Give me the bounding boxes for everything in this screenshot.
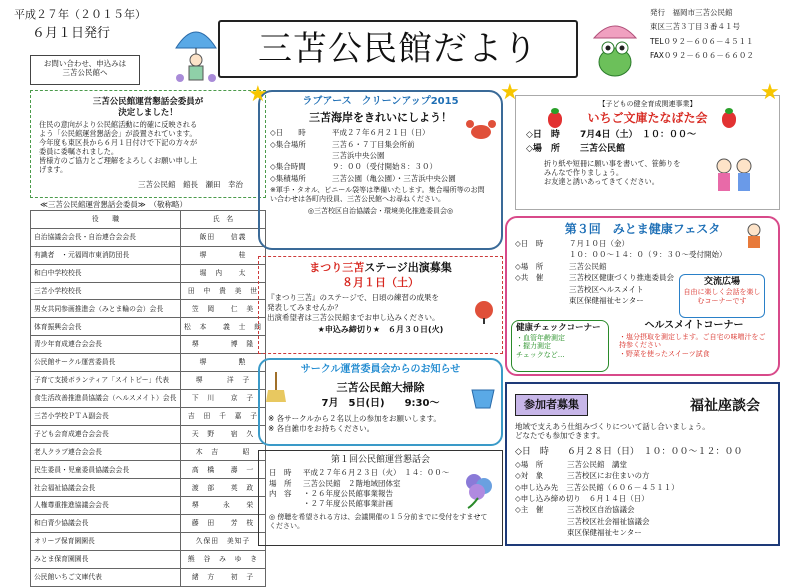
publisher-fax: FAX０９２－６０６－６６０２ <box>650 50 754 60</box>
bucket-icon <box>468 382 498 408</box>
committee-heading: 三苫公民館運営懇話会委員が <box>92 97 204 107</box>
member-role: みとま保育園園長 <box>31 550 181 568</box>
recruit-tag: 参加者募集 <box>515 394 588 416</box>
check-item: チェックなど… <box>516 351 565 360</box>
meeting-title: 第１回公民館運営懇話会 <box>330 455 430 465</box>
committee-body: 住民の意向がより公民館活動に的確に反映される <box>39 120 198 130</box>
member-name: 高 橋 壽 一 <box>181 461 266 479</box>
contact-note-line: お問い合わせ、申込みは <box>43 59 127 68</box>
member-name: 天 野 宿 久 <box>181 425 266 443</box>
contact-note <box>30 55 140 85</box>
member-role: 公民館サークル運営委員長 <box>31 354 181 372</box>
circle-date: 7月 5日(日) 9:30～ <box>321 398 440 410</box>
col-name-header: 氏 名 <box>181 211 266 229</box>
table-row <box>31 264 266 282</box>
member-role: 食生活改善推進員協議会（ヘルスメイト）会長 <box>31 389 181 407</box>
jumping-kid-icon <box>736 222 772 252</box>
matsuri-stage-section <box>258 256 503 354</box>
fan-icon <box>470 300 498 324</box>
broom-icon <box>264 372 288 402</box>
member-role: 有識者 ・元福岡市東消防団長 <box>31 246 181 264</box>
member-role: 民生委員・児童委員協議会会長 <box>31 461 181 479</box>
member-name: 久保田 美知子 <box>181 533 266 551</box>
meeting-content-2: ・２７年度公民館事業計画 <box>303 499 393 509</box>
health-title: 第３回 みとま健康フェスタ <box>564 222 721 236</box>
table-row <box>31 443 266 461</box>
health-date: ◇日 時 ７月１０日（金） <box>515 239 629 248</box>
table-row <box>31 246 266 264</box>
table-row <box>31 318 266 336</box>
earth-subtitle: 三苫海岸をきれいにしよう！ <box>309 110 452 124</box>
member-role: 子ども会育成連合会会長 <box>31 425 181 443</box>
welfare-host-2: 三苫校区社会福祉協議会 <box>567 516 650 526</box>
earth-date: ◇日 時 平成２７年６月２１日（日） <box>270 128 430 138</box>
committee-body: 委員に委嘱されました。 <box>39 147 119 157</box>
table-row <box>31 407 266 425</box>
welfare-date: ◇日 時 ６月２８日（日） １０：００～１２：００ <box>515 446 743 457</box>
publisher-tel: TEL０９２－６０６－４５１１ <box>650 36 754 46</box>
table-row <box>31 533 266 551</box>
crab-icon <box>466 118 496 142</box>
member-role: 公民館いちご文庫代表 <box>31 568 181 586</box>
health-host-3: 東区保健福祉センター <box>569 295 644 305</box>
check-title: 健康チェックコーナー <box>516 323 601 333</box>
committee-body: げます。 <box>39 165 68 175</box>
publisher-label: 発行 福岡市三苫公民館 <box>650 8 733 17</box>
member-name: 吉 田 千 嘉 子 <box>181 407 266 425</box>
earth-title: ラブアース クリーンアップ2015 <box>302 96 459 107</box>
member-name: 松 本 義 士 朗 <box>181 318 266 336</box>
member-role: 社会福祉協議会会長 <box>31 479 181 497</box>
welfare-host-3: 東区保健福祉センター <box>567 528 642 537</box>
welfare-apply: ◇申し込み先 三苫公民館（６０６－４５１１） <box>515 482 679 492</box>
circle-subtitle: 三苫公民館大掃除 <box>336 380 425 394</box>
welfare-place: ◇場 所 三苫公民館 講堂 <box>515 459 627 469</box>
member-name: 下 川 京 子 <box>181 389 266 407</box>
table-row <box>31 354 266 372</box>
contact-note-line: 三苫公民館へ <box>62 68 108 78</box>
member-name: 田 中 貴 美 世 <box>181 282 266 300</box>
berry-body: お友達と誘いあってきてください。 <box>544 177 659 187</box>
publisher-info <box>650 6 754 63</box>
frog-icon <box>590 18 640 84</box>
earth-footer: ◎三苫校区自治協議会・環境美化推進委員会◎ <box>307 206 454 215</box>
matsuri-body: 発表してみませんか？ <box>267 302 342 312</box>
berry-date: ◇日 時 7月4日（土） １０：００～ <box>526 129 697 140</box>
berry-title: いちご文庫たなばた会 <box>587 110 708 125</box>
check-item: ・血管年齢測定 <box>516 333 565 342</box>
committee-body: 皆様方のご協力とご理解をよろしくお願い申し上 <box>39 156 198 166</box>
health-place: ◇場 所 三苫公民館 <box>515 261 607 271</box>
strawberry-icon <box>722 112 736 128</box>
earth-dump: ◇集積場所 三苫公園（亀公園）・三苫浜中央公園 <box>270 173 456 183</box>
tanabata-icon <box>712 152 756 196</box>
welfare-deadline: ◇申し込み締め切り ６月１４日（日） <box>515 493 649 503</box>
newsletter-title: 三苫公民館だより <box>258 28 538 69</box>
health-host: ◇共 催 三苫校区健康づくり推進委員会 <box>515 273 674 283</box>
welfare-host: ◇主 催 三苫校区自治協議会 <box>515 505 635 515</box>
mate-item: ・野菜を使ったスイーツ試食 <box>619 350 710 358</box>
meeting-content: 内 容 ・２６年度公民館事業報告 <box>269 489 393 498</box>
members-table <box>30 210 266 587</box>
table-row <box>31 515 266 533</box>
berry-place: ◇場 所 三苫公民館 <box>526 144 626 154</box>
strawberry-icon <box>548 112 562 128</box>
star-icon: ★ <box>500 80 520 105</box>
exchange-body: 自由に楽しく会話を楽しむコーナーです <box>683 288 761 305</box>
exchange-plaza-box <box>679 274 765 318</box>
member-role: 三苫小学校ＰＴＡ副会長 <box>31 407 181 425</box>
matsuri-title: まつり三苫ステージ出演募集 <box>309 261 452 274</box>
mate-item: ・塩分摂取を測定します。ご自宅の味噌汁をご持参ください <box>619 332 766 350</box>
col-role-header: 役 職 <box>31 211 181 229</box>
star-icon: ★ <box>248 82 268 107</box>
member-name: 渡 部 英 政 <box>181 479 266 497</box>
member-name: 堺 洋 子 <box>181 372 266 390</box>
committee-signature: 三苫公民館 館長 瀬田 幸治 <box>138 180 243 190</box>
health-check-box <box>511 320 609 372</box>
health-time: １０：００～１４：０（９：３０～受付開始） <box>569 250 727 260</box>
table-row <box>31 550 266 568</box>
member-role: 和白青少協議会長 <box>31 515 181 533</box>
table-header-row <box>31 211 266 229</box>
member-role: 体育振興会会長 <box>31 318 181 336</box>
table-row <box>31 300 266 318</box>
table-row <box>31 568 266 586</box>
era-date: 平成２７年（２０１５年） <box>14 8 146 21</box>
exchange-title: 交流広場 <box>703 277 740 287</box>
earth-note: ※軍手・タオル、ビニール袋等は準備いたします。集合場所等のお問い合わせは各町内役員、三苫公民館へお尋ねください。 <box>270 186 485 203</box>
member-name: 笠 岡 仁 美 <box>181 300 266 318</box>
member-role: 青少年育成連合会会長 <box>31 336 181 354</box>
member-name: 飯田 信義 <box>181 228 266 246</box>
berry-body: 折り紙や短冊に願い事を書いて、笹飾りを <box>544 159 681 169</box>
health-host-2: 三苫校区ヘルスメイト <box>569 284 644 294</box>
table-row <box>31 461 266 479</box>
member-role: 三苫小学校校長 <box>31 282 181 300</box>
table-row <box>31 389 266 407</box>
welfare-forum-section <box>505 382 780 546</box>
member-name: 堺 永 栄 <box>181 497 266 515</box>
welfare-title: 福祉座談会 <box>690 398 760 414</box>
meeting-date: 日 時 平成２７年６月２３日（火） １４：００～ <box>269 468 450 478</box>
table-row <box>31 228 266 246</box>
member-name: 堺 桂 <box>181 246 266 264</box>
berry-body: みんなで作りましょう。 <box>544 168 624 178</box>
member-name: 緒 方 初 子 <box>181 568 266 586</box>
welfare-target: ◇対 象 三苫校区にお住まいの方 <box>515 471 650 481</box>
table-row <box>31 425 266 443</box>
circle-note: ※ 各サークルから２名以上の参加をお願いします。 <box>268 413 441 423</box>
meeting-place: 場 所 三苫公民館 ２階地域団体室 <box>269 478 401 488</box>
umbrella-girl-icon <box>172 22 220 84</box>
earth-place-2: 三苫浜中央公園 <box>332 151 385 160</box>
committee-body: 今年度も東区長から６月１日付けで下記の方々が <box>39 138 198 148</box>
committee-announcement <box>30 90 266 198</box>
table-row <box>31 336 266 354</box>
member-name: 堺 勲 <box>181 354 266 372</box>
meeting-note: ◎ 傍聴を希望される方は、会議開催の１５分前までに受付をすませてください。 <box>269 512 488 530</box>
committee-heading: 決定しました！ <box>118 107 178 118</box>
member-role: 自治協議会会長・自治連合会会長 <box>31 228 181 246</box>
member-role: 人権尊重推進協議会会長 <box>31 497 181 515</box>
matsuri-deadline: ★申込み締切り★ ６月３０日(火) <box>317 324 444 334</box>
star-icon: ★ <box>760 80 780 105</box>
issue-date-block <box>14 8 146 42</box>
matsuri-date: ８月１日（土） <box>342 275 419 289</box>
member-name: 堺 博 隆 <box>181 336 266 354</box>
matsuri-body: 出演希望者は三苫公民館までお申し込みください。 <box>267 313 440 323</box>
committee-body: よう「公民館運営懇話会」が設置されています。 <box>39 129 197 139</box>
earth-time: ◇集合時間 ９：００（受付開始８：３０） <box>270 162 437 172</box>
members-table-title: ≪三苫公民館運営懇話会委員≫ （敬称略） <box>40 200 187 209</box>
member-role: 老人クラブ連合会会長 <box>31 443 181 461</box>
circle-title: サークル運営委員会からのお知らせ <box>300 364 461 375</box>
circle-committee-section <box>258 358 503 446</box>
berry-caption: 【子どもの健全育成関連事業】 <box>598 100 697 108</box>
members-table-body <box>31 228 266 586</box>
welfare-intro: どなたでも参加できます。 <box>515 431 605 441</box>
member-name: 木 吉 昭 <box>181 443 266 461</box>
member-name: 藤 田 芳 枝 <box>181 515 266 533</box>
hydrangea-icon <box>462 470 496 510</box>
member-role: 男女共同参画推進会（みとま輪の会）会長 <box>31 300 181 318</box>
newsletter-title-box <box>218 20 578 78</box>
table-row <box>31 497 266 515</box>
mate-title: ヘルスメイトコーナー <box>644 320 744 331</box>
table-row <box>31 479 266 497</box>
health-mate-box <box>615 318 773 372</box>
member-role: 和白中学校校長 <box>31 264 181 282</box>
earth-cleanup-section <box>258 90 503 250</box>
member-role: 子育て支援ボランティア「スイトピー」代表 <box>31 372 181 390</box>
earth-place: ◇集合場所 三苫６・７丁目集会所前 <box>270 139 415 149</box>
welfare-intro: 地域で支えあう仕組みづくりについて話し合いましょう。 <box>515 421 710 431</box>
member-name: 堀 内 太 <box>181 264 266 282</box>
matsuri-body: 『まつり三苫』のステージで、日頃の練習の成果を <box>267 292 440 302</box>
circle-note: ※ 各自雑巾をお持ちください。 <box>268 424 375 434</box>
publisher-address: 東区三苫３丁目３番４１号 <box>650 22 740 32</box>
table-row <box>31 372 266 390</box>
table-row <box>31 282 266 300</box>
member-role: オリーブ保育園園長 <box>31 533 181 551</box>
check-item: ・握力測定 <box>516 342 551 351</box>
issue-date: ６月１日発行 <box>32 25 111 41</box>
member-name: 熊 谷 み ゆ き <box>181 550 266 568</box>
